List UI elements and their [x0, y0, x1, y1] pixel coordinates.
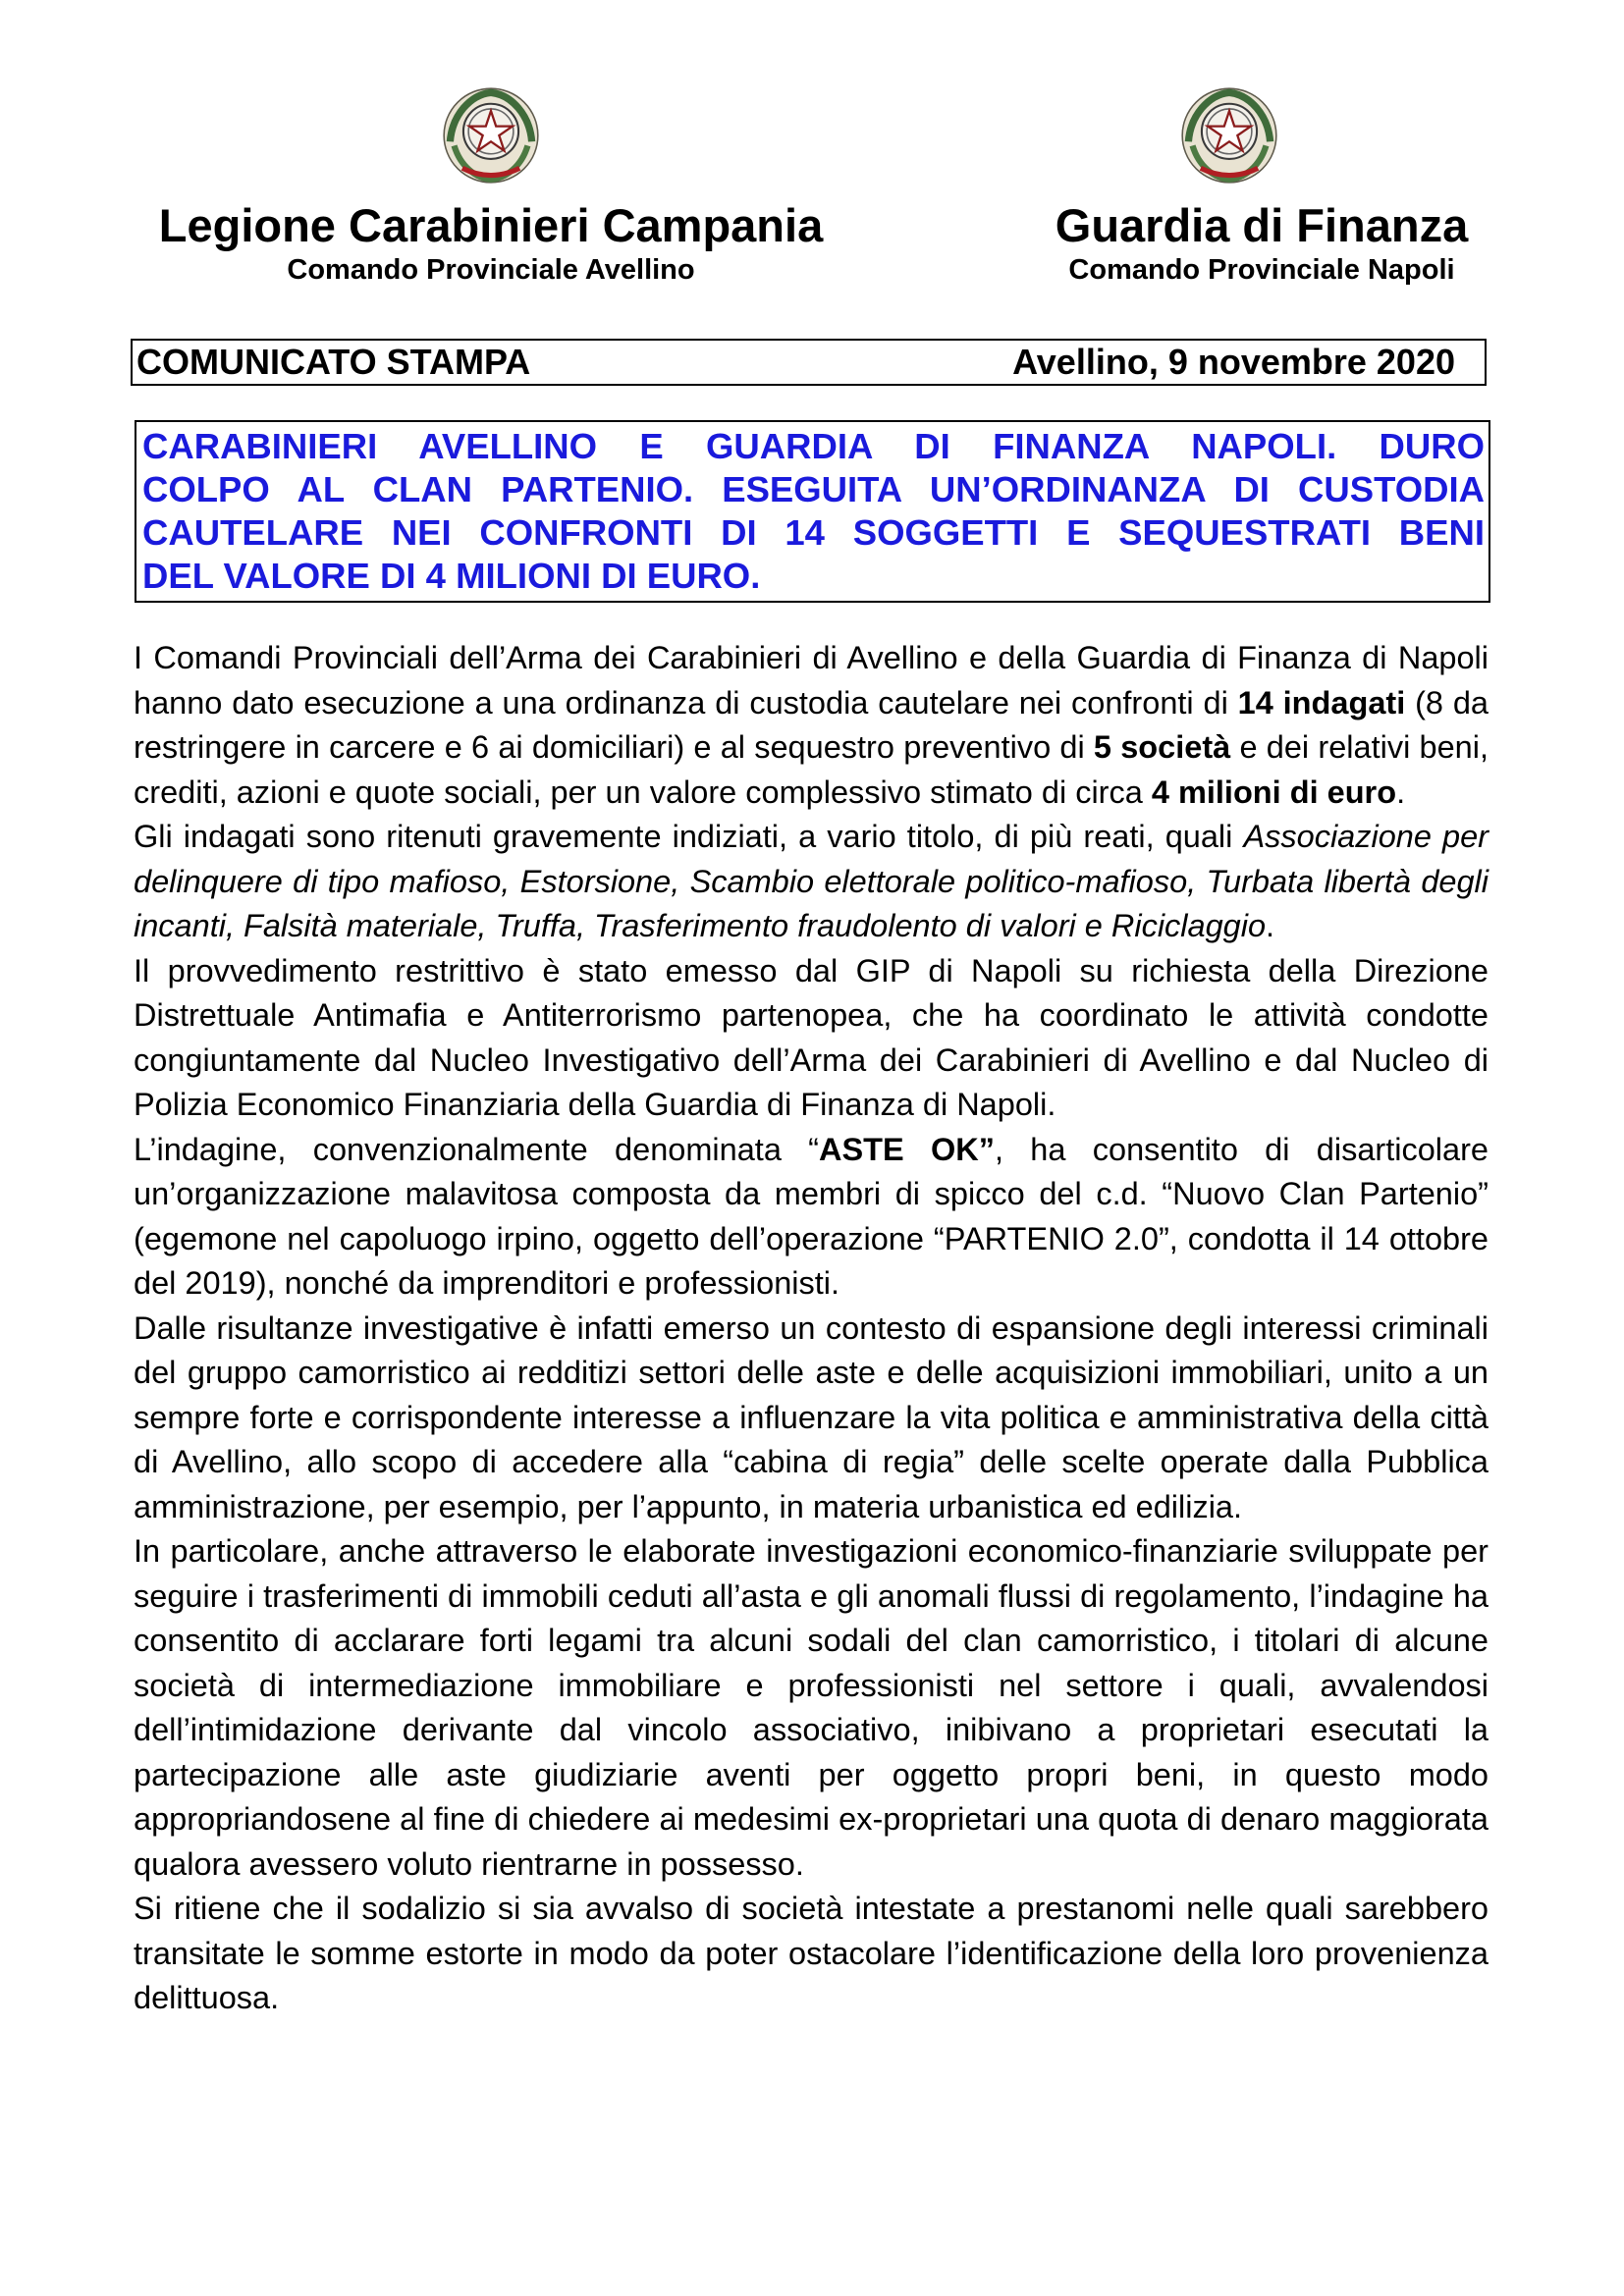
- paragraph-7: Si ritiene che il sodalizio si sia avvalso di società intestate a prestanomi nelle quali sarebbero transitate le somme estorte in modo da poter ostacolare l’identificazione della loro provenienza delittuosa.: [134, 1891, 1489, 2015]
- paragraph-5: Dalle risultanze investigative è infatti emerso un contesto di espansione degli interessi criminali del gruppo camorristico ai redditizi settori delle aste e delle acquisizioni immobiliari, unito a un sempre forte e corrispondente interesse a influenzare la vita politica e amministrativa della città di Avellino, allo scopo di accedere alla “cabina di regia” delle scelte operate dalla Pubblica amministrazione, per esempio, per l’appunto, in materia urbanistica ed edilizia.: [134, 1309, 1489, 1524]
- paragraph-text: Gli indagati sono ritenuti gravemente indiziati, a vario titolo, di più reati, quali: [134, 819, 1244, 854]
- italian-republic-emblem-icon: [440, 84, 542, 187]
- press-release-label: COMUNICATO STAMPA: [136, 342, 531, 382]
- paragraph-text: .: [1266, 908, 1275, 943]
- press-release-date: Avellino, 9 novembre 2020: [1012, 342, 1455, 382]
- headline-line: CARABINIERI AVELLINO E GUARDIA DI FINANZA NAPOLI. DURO: [142, 426, 1485, 466]
- paragraph-text: I Comandi Provinciali dell’Arma dei Carabinieri di Avellino e della Guardia di Finanza di Napoli hanno dato esecuzione a una ordinanza di custodia cautelare nei confronti di: [134, 640, 1489, 721]
- paragraph-6: In particolare, anche attraverso le elaborate investigazioni economico-finanziarie sviluppate per seguire i trasferimenti di immobili ceduti all’asta e gli anomali flussi di regolamento, l’indagine ha consentito di acclarare forti legami tra alcuni sodali del clan camorristico, i titolari di alcune società di intermediazione immobiliare e professionisti nel settore i quali, avvalendosi dell’intimidazione derivante dal vincolo associativo, inibivano a proprietari esecutati la partecipazione alle aste giudiziarie aventi per oggetto propri beni, in questo modo appropriandosene al fine di chiedere ai medesimi ex-proprietari una quota di denaro maggiorata qualora avessero voluto rientrarne in possesso.: [134, 1533, 1489, 1882]
- paragraph-text: , ha consentito di disarticolare un’organizzazione malavitosa composta da membri di spicco del c.d. “Nuovo Clan Partenio” (egemone nel capoluogo irpino, oggetto dell’operazione “PARTENIO 2.0”, condotta il 14 ottobre del 2019), nonché da imprenditori e professionisti.: [134, 1131, 1489, 1301]
- emphasis-value: 4 milioni di euro: [1151, 774, 1397, 810]
- paragraph-text: L’indagine, convenzionalmente denominata “: [134, 1131, 820, 1167]
- emphasis-indagati: 14 indagati: [1237, 684, 1406, 721]
- headline-line: COLPO AL CLAN PARTENIO. ESEGUITA UN’ORDINANZA DI CUSTODIA: [142, 469, 1485, 509]
- paragraph-2: [134, 815, 1489, 949]
- paragraph-text: .: [1396, 774, 1406, 810]
- operation-name: ASTE OK”: [819, 1131, 995, 1167]
- crimes-list: Associazione per delinquere di tipo mafioso, Estorsione, Scambio elettorale politico-mafioso, Turbata libertà degli incanti, Falsità materiale, Truffa, Trasferimento fraudolento di valori e Riciclaggio: [134, 819, 1489, 943]
- headline-line: CAUTELARE NEI CONFRONTI DI 14 SOGGETTI E SEQUESTRATI BENI: [142, 512, 1485, 553]
- right-organization-command: Comando Provinciale Napoli: [1068, 254, 1455, 286]
- headline-line: DEL VALORE DI 4 MILIONI DI EURO.: [142, 556, 761, 596]
- left-organization-name: Legione Carabinieri Campania: [158, 199, 824, 251]
- press-release-bar: [131, 339, 1487, 386]
- body-text: [134, 636, 1489, 2021]
- left-organization: [118, 198, 864, 287]
- headline-box: [135, 420, 1490, 603]
- italian-republic-emblem-icon: [1178, 84, 1280, 187]
- right-organization-name: Guardia di Finanza: [1055, 199, 1469, 251]
- paragraph-4: [134, 1128, 1489, 1307]
- emphasis-societa: 5 società: [1093, 729, 1231, 765]
- left-organization-command: Comando Provinciale Avellino: [287, 254, 695, 286]
- paragraph-3: Il provvedimento restrittivo è stato emesso dal GIP di Napoli su richiesta della Direzione Distrettuale Antimafia e Antiterrorismo partenopea, che ha coordinato le attività condotte congiuntamente dal Nucleo Investigativo dell’Arma dei Carabinieri di Avellino e dal Nucleo di Polizia Economico Finanziaria della Guardia di Finanza di Napoli.: [134, 952, 1489, 1122]
- paragraph-1: [134, 636, 1489, 815]
- paragraph-text: e dei relativi beni, crediti, azioni e quote sociali, per un valore complessivo stimato di circa: [134, 729, 1489, 810]
- paragraph-text: (8 da restringere in carcere e 6 ai domiciliari) e al sequestro preventivo di: [134, 684, 1489, 765]
- right-organization: [943, 198, 1581, 287]
